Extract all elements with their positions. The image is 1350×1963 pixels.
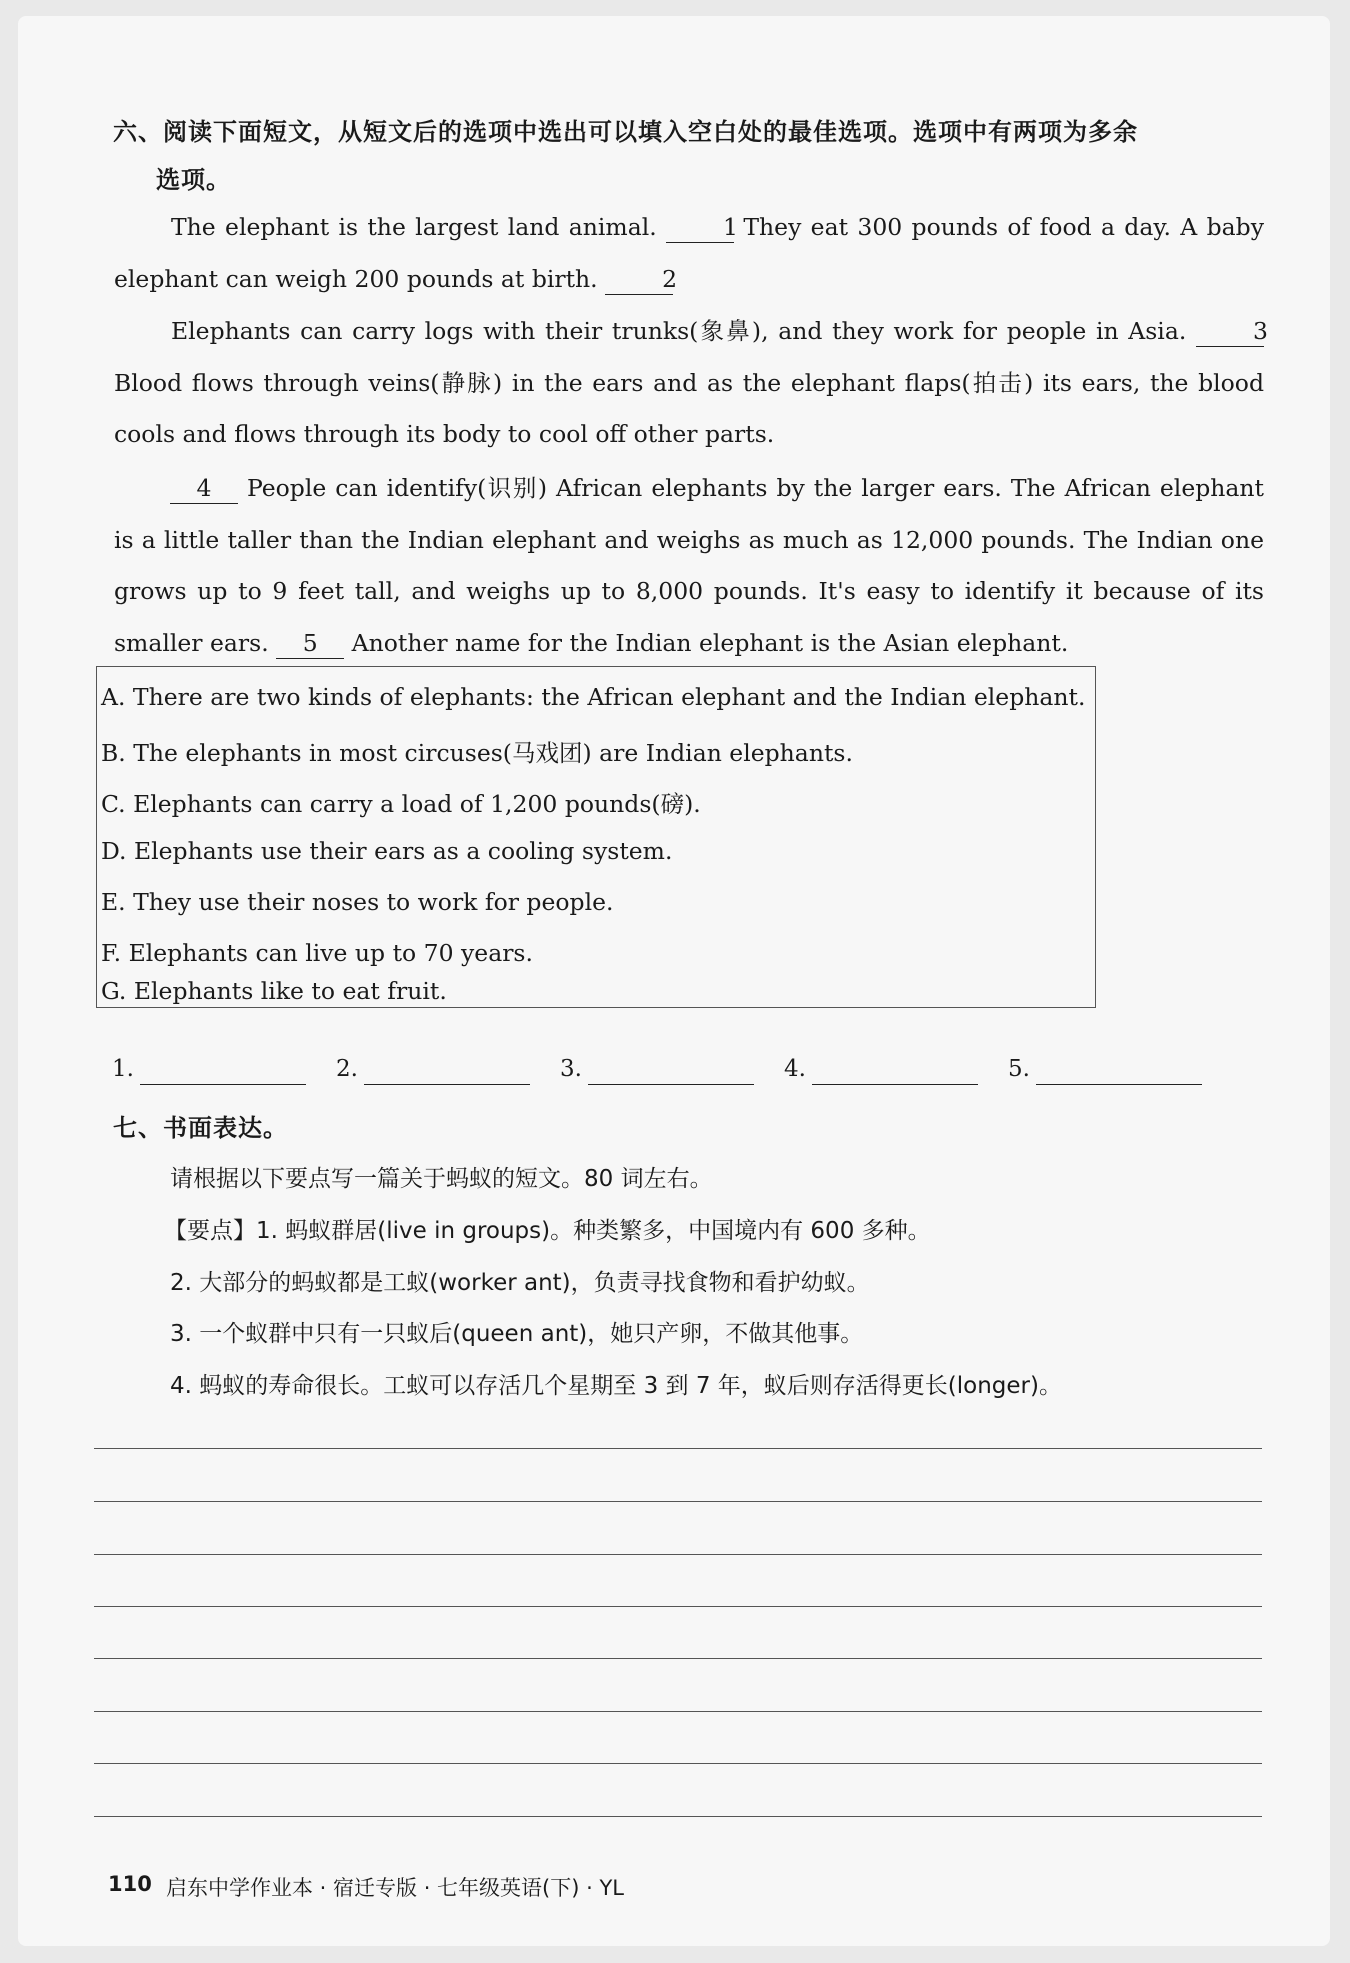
writing-point-2: 2. 大部分的蚂蚁都是工蚁(worker ant)，负责寻找食物和看护幼蚁。 (170, 1270, 870, 1296)
option-b: B. The elephants in most circuses(马戏团) are Indian elephants. (101, 739, 853, 767)
writing-line[interactable] (94, 1501, 1262, 1502)
answer-line-2[interactable] (364, 1084, 530, 1085)
writing-line[interactable] (94, 1763, 1262, 1764)
point-text: 1. 蚂蚁群居(live in groups)。种类繁多，中国境内有 600 多种。 (256, 1218, 931, 1244)
passage-paragraph-2 (114, 306, 1268, 461)
section6-title-line2: 选项。 (156, 166, 231, 194)
writing-point-4: 4. 蚂蚁的寿命很长。工蚁可以存活几个星期至 3 到 7 年，蚁后则存活得更长(longer)。 (170, 1373, 1062, 1399)
passage-text: They eat 300 pounds of food a day. A baby elephant can weigh 200 pounds at birth. (114, 213, 1264, 293)
writing-line[interactable] (94, 1658, 1262, 1659)
blank-2[interactable]: 2 (605, 264, 673, 295)
passage-paragraph-1 (114, 202, 1264, 305)
writing-line[interactable] (94, 1606, 1262, 1607)
answer-line-5[interactable] (1036, 1084, 1202, 1085)
passage-text: Blood flows through veins(静脉) in the ears and as the elephant flaps(拍击) its ears, the blood cools and flows through its body to cool off other parts. (114, 368, 1264, 448)
blank-4[interactable]: 4 (170, 473, 238, 504)
answer-line-1[interactable] (140, 1084, 306, 1085)
answer-line-4[interactable] (812, 1084, 978, 1085)
writing-line[interactable] (94, 1816, 1262, 1817)
option-a: A. There are two kinds of elephants: the African elephant and the Indian elephant. (101, 683, 1086, 711)
option-d: D. Elephants use their ears as a cooling system. (101, 837, 673, 865)
answer-label-3: 3. (560, 1056, 582, 1082)
options-box (96, 666, 1096, 1008)
passage-paragraph-3 (114, 463, 1264, 669)
passage-text: Another name for the Indian elephant is the Asian elephant. (351, 628, 1069, 657)
option-e: E. They use their noses to work for people. (101, 888, 614, 916)
section7-title: 七、书面表达。 (113, 1114, 288, 1142)
points-tag: 【要点】 (164, 1218, 256, 1244)
book-title: 启东中学作业本 · 宿迁专版 · 七年级英语(下) · YL (166, 1876, 624, 1900)
writing-line[interactable] (94, 1554, 1262, 1555)
page-number: 110 (108, 1872, 152, 1896)
option-f: F. Elephants can live up to 70 years. (101, 939, 533, 967)
passage-text: Elephants can carry logs with their trunks(象鼻), and they work for people in Asia. (171, 317, 1187, 345)
option-c: C. Elephants can carry a load of 1,200 pounds(磅). (101, 790, 701, 818)
passage-text: The elephant is the largest land animal. (171, 213, 657, 241)
writing-line[interactable] (94, 1711, 1262, 1712)
writing-point-3: 3. 一个蚁群中只有一只蚁后(queen ant)，她只产卵，不做其他事。 (170, 1321, 864, 1347)
writing-line[interactable] (94, 1448, 1262, 1449)
answer-label-2: 2. (336, 1056, 358, 1082)
passage-text: People can identify(识别) African elephants by the larger ears. The African elephant is a little taller than the Indian elephant and weighs as much as 12,000 pounds. The Indian one grows up to 9 feet tall, and weighs up to 8,000 pounds. It's easy to identify it because of its smaller ears. (114, 474, 1264, 657)
answer-line-3[interactable] (588, 1084, 754, 1085)
blank-1[interactable]: 1 (666, 212, 734, 243)
writing-point-1 (164, 1212, 931, 1245)
answer-label-4: 4. (784, 1056, 806, 1082)
option-g: G. Elephants like to eat fruit. (101, 977, 447, 1005)
blank-5[interactable]: 5 (276, 628, 344, 659)
answer-label-1: 1. (112, 1056, 134, 1082)
section6-title-line1: 六、阅读下面短文，从短文后的选项中选出可以填入空白处的最佳选项。选项中有两项为多余 (113, 118, 1138, 146)
blank-3[interactable]: 3 (1196, 316, 1264, 347)
writing-instruction: 请根据以下要点写一篇关于蚂蚁的短文。80 词左右。 (170, 1166, 713, 1192)
answer-label-5: 5. (1008, 1056, 1030, 1082)
